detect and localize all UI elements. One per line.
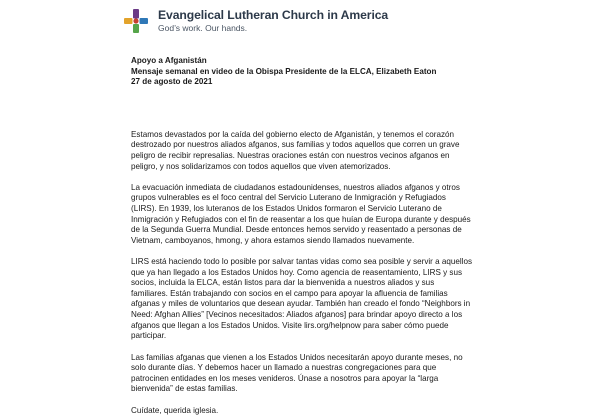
document-title: Apoyo a Afganistán xyxy=(131,56,207,65)
paragraph-1: Estamos devastados por la caída del gobierno electo de Afganistán, y tenemos el corazón destrozado por nuestros aliados afganos, sus familias y todos aquellos que corren un grave peligro de recibir represalias. Nuestras oraciones están con nuestros vecinos afganos en peligro, y nos solidarizamos con todos aquellos que viven atemorizados. xyxy=(131,129,460,171)
paragraph-3: LIRS está haciendo todo lo posible por salvar tantas vidas como sea posible y servir a aquellos que ya han llegado a los Estados Unidos hoy. Como agencia de reasentamiento, LIRS y sus socios, incluida la ELCA, están listos para dar la bienvenida a nuestros aliados y sus familiares. Están trabajando con socios en el campo para apoyar la afluencia de familias afganas y miles de voluntarios que desean ayudar. También han creado el fondo “Neighbors in Need: Afghan Allies” [Vecinos necesitados: Aliados afganos] para brindar apoyo directo a los afganos que llegan a los Estados Unidos. Visite lirs.org/helpnow para saber cómo puede participar. xyxy=(131,257,473,341)
document-subtitle: Mensaje semanal en video de la Obispa Presidente de la ELCA, Elizabeth Eaton xyxy=(131,66,437,76)
org-name: Evangelical Lutheran Church in America xyxy=(158,8,389,23)
paragraph-4: Las familias afganas que vienen a los Estados Unidos necesitarán apoyo durante meses, no solo durante días. Y debemos hacer un llamado a nuestras congregaciones para que patrocinen entidades en los meses venideros. Únase a nosotros para apoyar la “larga bienvenida” de estas familias. xyxy=(131,352,463,394)
logo-segment-right xyxy=(140,18,149,24)
paragraph-closing: Cuídate, querida iglesia. xyxy=(131,405,219,415)
logo-segment-left xyxy=(124,18,133,24)
paragraph-2: La evacuación inmediata de ciudadanos estadounidenses, nuestros aliados afganos y otros grupos vulnerables es el foco central del Servicio Luterano de Inmigración y Refugiados (LIRS). En 1939, los luteranos de los Estados Unidos formaron el Servicio Luterano de Inmigración y Refugiados con el fin de reasentar a los que huían de Europa durante y después de la Segunda Guerra Mundial. Desde entonces hemos servido y reasentado a personas de Vietnam, camboyanos, hmong, y ahora estamos siendo llamados nuevamente. xyxy=(131,182,471,245)
logo-center xyxy=(133,18,138,23)
elca-cross-logo-icon xyxy=(123,8,149,34)
org-tagline: God’s work. Our hands. xyxy=(158,23,248,34)
document-date: 27 de agosto de 2021 xyxy=(131,77,213,87)
logo-segment-bottom xyxy=(133,24,139,33)
logo-segment-top xyxy=(133,9,139,19)
document-body xyxy=(131,56,473,416)
document-heading xyxy=(131,56,473,88)
letterhead xyxy=(123,8,388,34)
org-text xyxy=(158,9,388,33)
